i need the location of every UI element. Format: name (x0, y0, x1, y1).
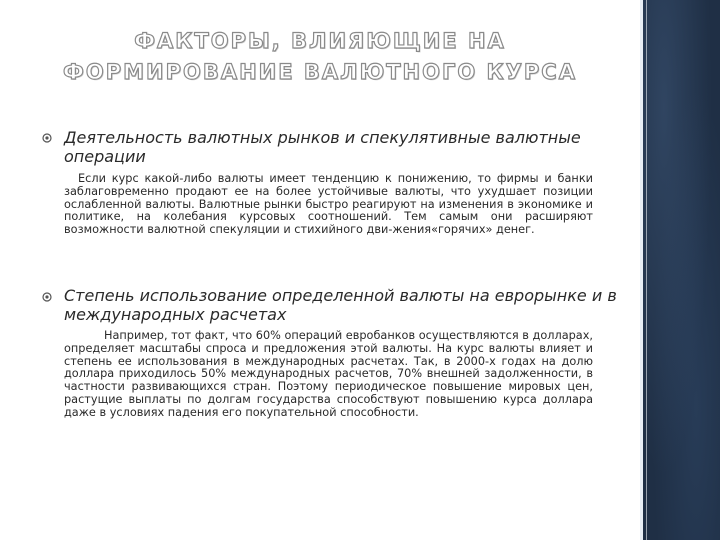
section-heading: Деятельность валютных рынков и спекулятивные валютные операции (64, 128, 581, 166)
decorative-side-panel (640, 0, 720, 540)
section-paragraph: Например, тот факт, что 60% операций евробанков осуществляются в долларах, определяет масштабы спроса и предложения этой валюты. На курс валюты влияет и степень ее использования в международных расчетах. Так, в 2000-х годах на долю доллара приходилось 50% международных расчетов, 70% внешней задолженности, в частности развивающихся стран. Поэтому периодическое повышение мировых цен, растущие выплаты по долгам государства способствуют повышению курса доллара даже в условиях падения его покупательной способности. (64, 329, 593, 419)
side-panel-border (640, 0, 643, 540)
bullet-icon (42, 292, 52, 302)
slide-title: ФАКТОРЫ, ВЛИЯЮЩИЕ НА ФОРМИРОВАНИЕ ВАЛЮТНОГО КУРСА (63, 29, 577, 84)
section-heading: Степень использование определенной валюты на еврорынке и в международных расчетах (64, 286, 617, 324)
bullet-icon (42, 133, 52, 143)
side-panel-line (646, 0, 647, 540)
section-paragraph: Если курс какой-либо валюты имеет тенденцию к понижению, то фирмы и банки заблаговременно продают ее на более устойчивые валюты, что ухудшает позиции ослабленной валюты. Валютные рынки быстро реагируют на изменения в экономике и политике, на колебания курсовых соотношений. Тем самым они расширяют возможности валютной спекуляции и стихийного дви-жения«горячих» денег. (64, 172, 593, 237)
